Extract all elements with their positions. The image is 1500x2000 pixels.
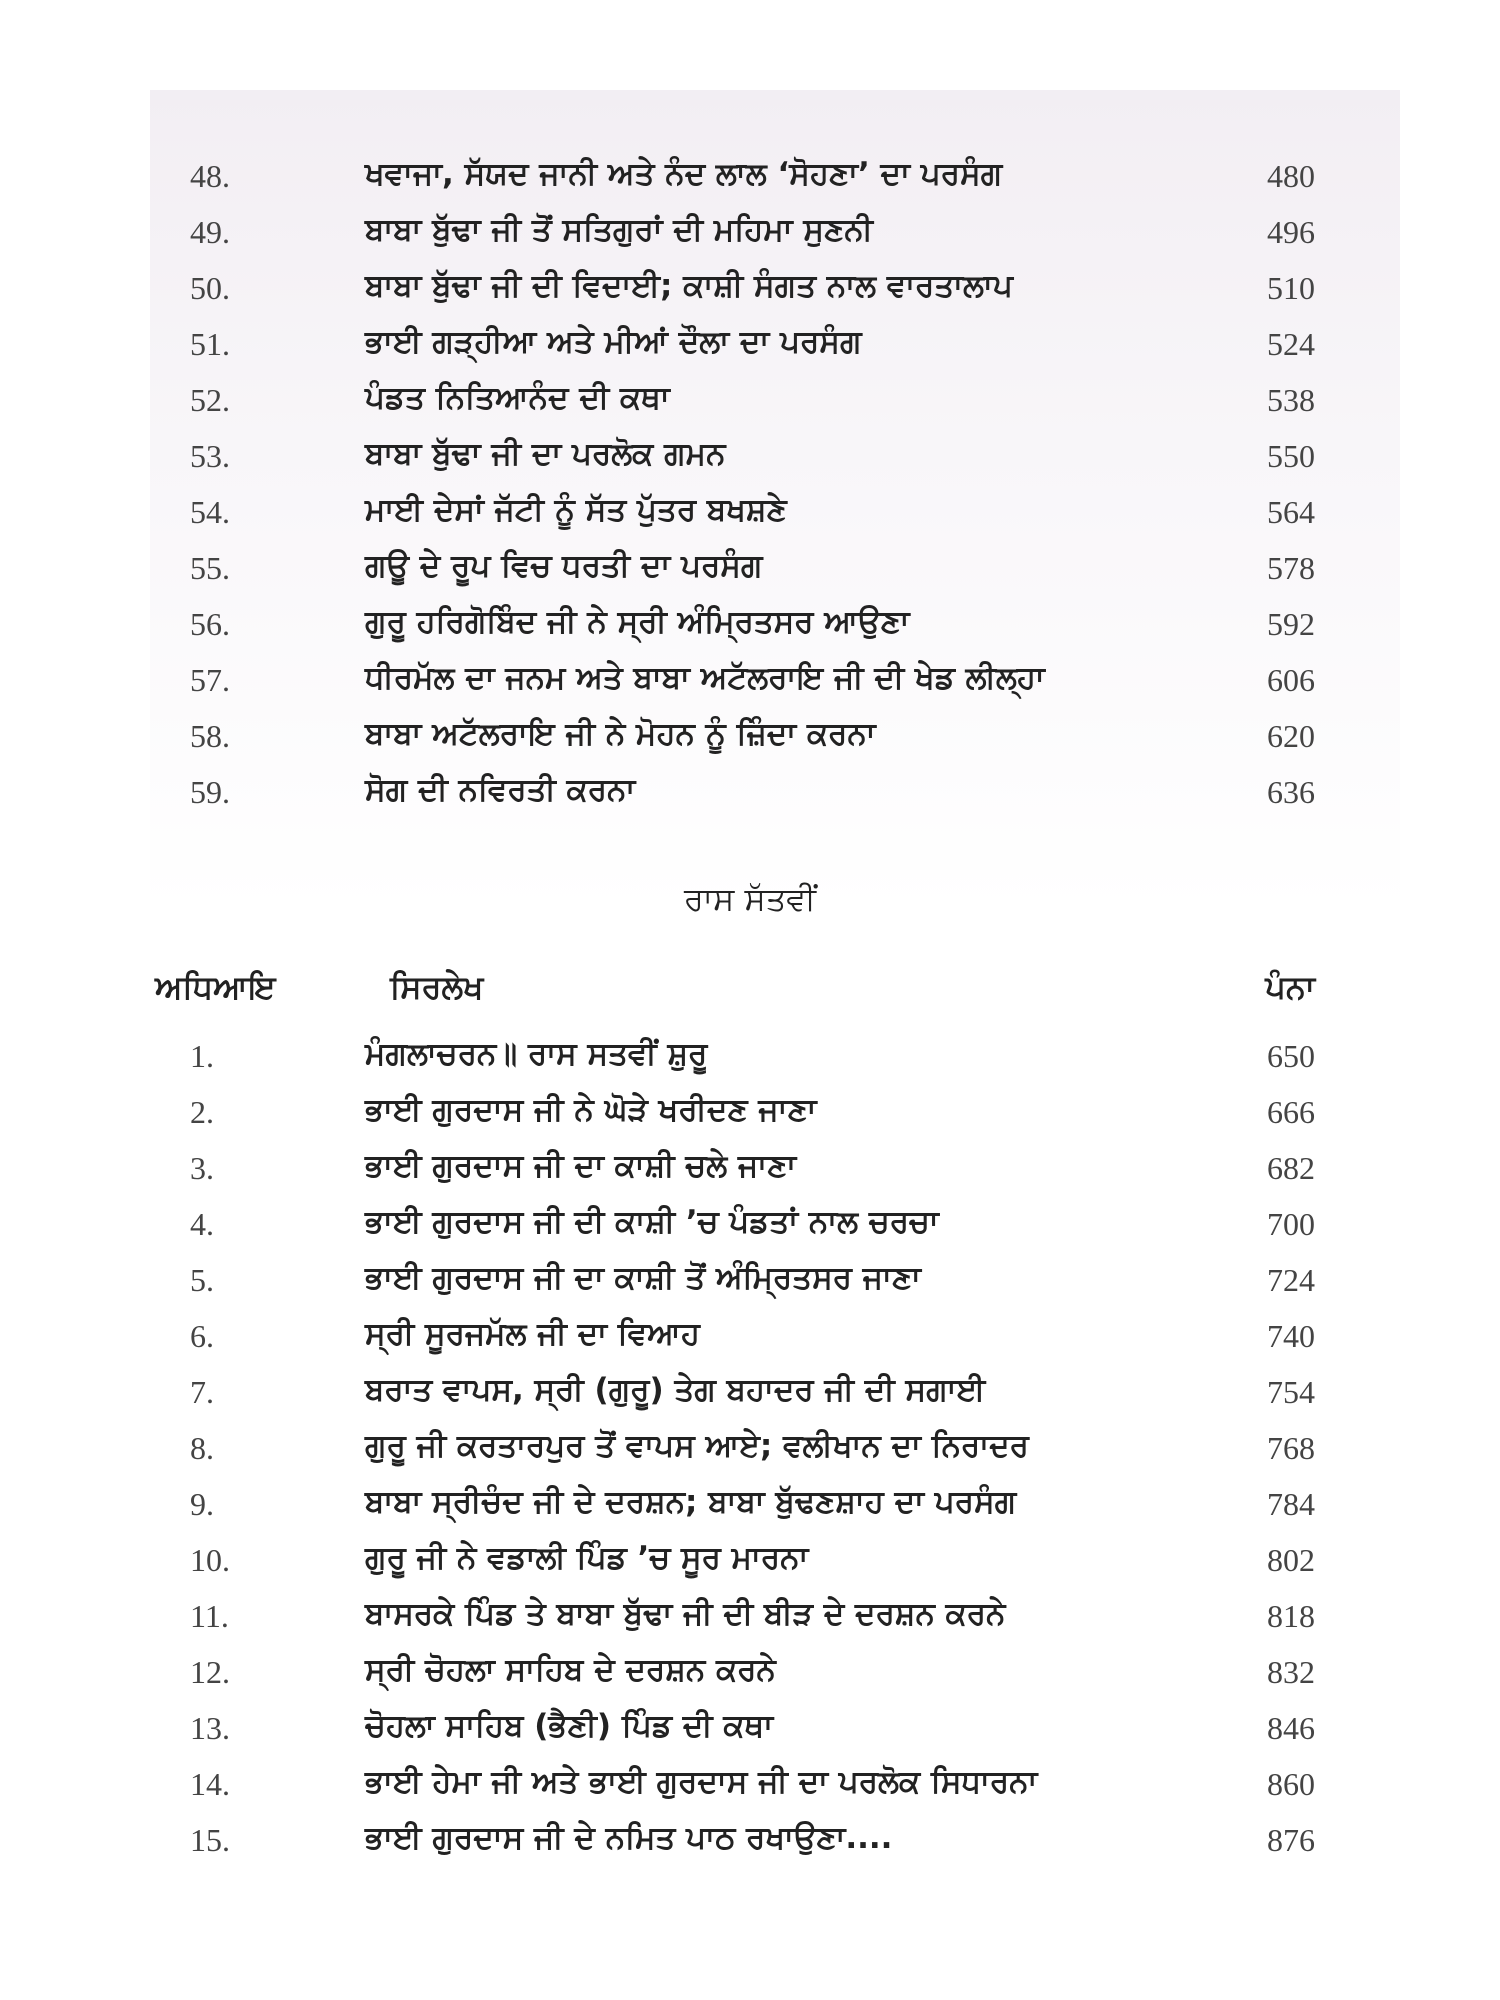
- chapter-number: 15.: [190, 1822, 230, 1858]
- toc-entry: [0, 1254, 1500, 1310]
- toc-entry: [0, 1310, 1500, 1366]
- page-number: 784: [1267, 1486, 1315, 1522]
- page-number: 832: [1267, 1654, 1315, 1690]
- chapter-number: 14.: [190, 1766, 230, 1802]
- toc-entry: [0, 1646, 1500, 1702]
- toc-entry: [0, 1142, 1500, 1198]
- chapter-title: ਸ੍ਰੀ ਸੂਰਜਮੱਲ ਜੀ ਦਾ ਵਿਆਹ: [365, 1316, 700, 1352]
- page-number: 578: [1267, 550, 1315, 586]
- toc-entry: [0, 598, 1500, 654]
- chapter-number: 54.: [190, 494, 230, 530]
- chapter-title: ਭਾਈ ਗੁਰਦਾਸ ਜੀ ਦਾ ਕਾਸ਼ੀ ਚਲੇ ਜਾਣਾ: [365, 1148, 797, 1184]
- chapter-title: ਸ੍ਰੀ ਚੋਹਲਾ ਸਾਹਿਬ ਦੇ ਦਰਸ਼ਨ ਕਰਨੇ: [365, 1652, 776, 1688]
- toc-entry: [0, 430, 1500, 486]
- toc-entry: [0, 1758, 1500, 1814]
- page-number: 876: [1267, 1822, 1315, 1858]
- page-number: 620: [1267, 718, 1315, 754]
- chapter-title: ਖਵਾਜਾ, ਸੱਯਦ ਜਾਨੀ ਅਤੇ ਨੰਦ ਲਾਲ ‘ਸੋਹਣਾ’ ਦਾ ਪਰਸੰਗ: [365, 156, 1003, 192]
- toc-entry: [0, 374, 1500, 430]
- chapter-title: ਬਰਾਤ ਵਾਪਸ, ਸ੍ਰੀ (ਗੁਰੂ) ਤੇਗ ਬਹਾਦਰ ਜੀ ਦੀ ਸਗਾਈ: [365, 1372, 986, 1408]
- chapter-number: 51.: [190, 326, 230, 362]
- chapter-number: 49.: [190, 214, 230, 250]
- chapter-number: 50.: [190, 270, 230, 306]
- chapter-number: 12.: [190, 1654, 230, 1690]
- chapter-title: ਬਾਬਾ ਬੁੱਢਾ ਜੀ ਦਾ ਪਰਲੋਕ ਗਮਨ: [365, 436, 726, 472]
- chapter-number: 55.: [190, 550, 230, 586]
- toc-entry: [0, 1086, 1500, 1142]
- page-number: 550: [1267, 438, 1315, 474]
- page-number: 666: [1267, 1094, 1315, 1130]
- chapter-number: 4.: [190, 1206, 214, 1242]
- toc-entry: [0, 262, 1500, 318]
- chapter-title: ਭਾਈ ਗੁਰਦਾਸ ਜੀ ਦਾ ਕਾਸ਼ੀ ਤੋਂ ਅੰਮ੍ਰਿਤਸਰ ਜਾਣਾ: [365, 1260, 921, 1296]
- page-number: 650: [1267, 1038, 1315, 1074]
- column-header-chapter: ਅਧਿਆਇ: [155, 968, 276, 1006]
- chapter-title: ਭਾਈ ਗੜ੍ਹੀਆ ਅਤੇ ਮੀਆਂ ਦੌਲਾ ਦਾ ਪਰਸੰਗ: [365, 324, 862, 360]
- chapter-title: ਬਾਬਾ ਬੁੱਢਾ ਜੀ ਦੀ ਵਿਦਾਈ; ਕਾਸ਼ੀ ਸੰਗਤ ਨਾਲ ਵਾਰਤਾਲਾਪ: [365, 268, 1013, 304]
- page-number: 592: [1267, 606, 1315, 642]
- page-number: 564: [1267, 494, 1315, 530]
- chapter-number: 1.: [190, 1038, 214, 1074]
- chapter-number: 5.: [190, 1262, 214, 1298]
- chapter-title: ਭਾਈ ਗੁਰਦਾਸ ਜੀ ਦੀ ਕਾਸ਼ੀ ’ਚ ਪੰਡਤਾਂ ਨਾਲ ਚਰਚਾ: [365, 1204, 939, 1240]
- page-number: 740: [1267, 1318, 1315, 1354]
- page-number: 754: [1267, 1374, 1315, 1410]
- toc-entry: [0, 150, 1500, 206]
- chapter-title: ਗਊ ਦੇ ਰੂਪ ਵਿਚ ਧਰਤੀ ਦਾ ਪਰਸੰਗ: [365, 548, 763, 584]
- chapter-number: 53.: [190, 438, 230, 474]
- chapter-title: ਪੰਡਤ ਨਿਤਿਆਨੰਦ ਦੀ ਕਥਾ: [365, 380, 670, 416]
- chapter-title: ਗੁਰੂ ਜੀ ਕਰਤਾਰਪੁਰ ਤੋਂ ਵਾਪਸ ਆਏ; ਵਲੀਖਾਨ ਦਾ ਨਿਰਾਦਰ: [365, 1428, 1029, 1464]
- chapter-number: 57.: [190, 662, 230, 698]
- toc-entry: [0, 1198, 1500, 1254]
- toc-entry: [0, 1590, 1500, 1646]
- page-number: 846: [1267, 1710, 1315, 1746]
- toc-entry: [0, 206, 1500, 262]
- chapter-number: 7.: [190, 1374, 214, 1410]
- chapter-number: 10.: [190, 1542, 230, 1578]
- toc-entry: [0, 1702, 1500, 1758]
- chapter-title: ਬਾਬਾ ਅਟੱਲਰਾਇ ਜੀ ਨੇ ਮੋਹਨ ਨੂੰ ਜ਼ਿੰਦਾ ਕਰਨਾ: [365, 716, 876, 752]
- toc-entry: [0, 1422, 1500, 1478]
- toc-entry: [0, 654, 1500, 710]
- page-number: 682: [1267, 1150, 1315, 1186]
- toc-entry: [0, 1534, 1500, 1590]
- page-number: 768: [1267, 1430, 1315, 1466]
- chapter-number: 3.: [190, 1150, 214, 1186]
- chapter-title: ਮੰਗਲਾਚਰਨ॥ ਰਾਸ ਸਤਵੀਂ ਸ਼ੁਰੂ: [365, 1036, 708, 1072]
- page-number: 538: [1267, 382, 1315, 418]
- chapter-title: ਧੀਰਮੱਲ ਦਾ ਜਨਮ ਅਤੇ ਬਾਬਾ ਅਟੱਲਰਾਇ ਜੀ ਦੀ ਖੇਡ ਲੀਲ੍ਹਾ: [365, 660, 1045, 696]
- section-title: ਰਾਸ ਸੱਤਵੀਂ: [684, 880, 816, 918]
- page-number: 524: [1267, 326, 1315, 362]
- chapter-number: 48.: [190, 158, 230, 194]
- toc-entry: [0, 710, 1500, 766]
- page-number: 818: [1267, 1598, 1315, 1634]
- chapter-title: ਬਾਬਾ ਸ੍ਰੀਚੰਦ ਜੀ ਦੇ ਦਰਸ਼ਨ; ਬਾਬਾ ਬੁੱਢਣਸ਼ਾਹ ਦਾ ਪਰਸੰਗ: [365, 1484, 1017, 1520]
- toc-entry: [0, 1366, 1500, 1422]
- chapter-title: ਬਾਸਰਕੇ ਪਿੰਡ ਤੇ ਬਾਬਾ ਬੁੱਢਾ ਜੀ ਦੀ ਬੀੜ ਦੇ ਦਰਸ਼ਨ ਕਰਨੇ: [365, 1596, 1006, 1632]
- column-header-heading: ਸਿਰਲੇਖ: [390, 968, 484, 1006]
- chapter-number: 59.: [190, 774, 230, 810]
- chapter-number: 13.: [190, 1710, 230, 1746]
- chapter-title: ਗੁਰੂ ਜੀ ਨੇ ਵਡਾਲੀ ਪਿੰਡ ’ਚ ਸੂਰ ਮਾਰਨਾ: [365, 1540, 809, 1576]
- chapter-number: 56.: [190, 606, 230, 642]
- page-number: 606: [1267, 662, 1315, 698]
- column-header-page: ਪੰਨਾ: [1265, 968, 1315, 1006]
- chapter-title: ਗੁਰੂ ਹਰਿਗੋਬਿੰਦ ਜੀ ਨੇ ਸ੍ਰੀ ਅੰਮ੍ਰਿਤਸਰ ਆਉਣਾ: [365, 604, 910, 640]
- page-number: 802: [1267, 1542, 1315, 1578]
- chapter-title: ਭਾਈ ਗੁਰਦਾਸ ਜੀ ਨੇ ਘੋੜੇ ਖਰੀਦਣ ਜਾਣਾ: [365, 1092, 817, 1128]
- chapter-number: 11.: [190, 1598, 229, 1634]
- page-number: 510: [1267, 270, 1315, 306]
- toc-entry: [0, 486, 1500, 542]
- chapter-number: 9.: [190, 1486, 214, 1522]
- chapter-number: 8.: [190, 1430, 214, 1466]
- chapter-title: ਚੋਹਲਾ ਸਾਹਿਬ (ਭੈਣੀ) ਪਿੰਡ ਦੀ ਕਥਾ: [365, 1708, 774, 1744]
- chapter-title: ਸੋਗ ਦੀ ਨਵਿਰਤੀ ਕਰਨਾ: [365, 772, 636, 808]
- page-number: 700: [1267, 1206, 1315, 1242]
- toc-entry: [0, 318, 1500, 374]
- chapter-title: ਭਾਈ ਗੁਰਦਾਸ ਜੀ ਦੇ ਨਮਿਤ ਪਾਠ ਰਖਾਉਣਾ....: [365, 1820, 893, 1856]
- toc-entry: [0, 1030, 1500, 1086]
- toc-entry: [0, 542, 1500, 598]
- chapter-number: 58.: [190, 718, 230, 754]
- chapter-number: 52.: [190, 382, 230, 418]
- chapter-title: ਮਾਈ ਦੇਸਾਂ ਜੱਟੀ ਨੂੰ ਸੱਤ ਪੁੱਤਰ ਬਖਸ਼ਣੇ: [365, 492, 787, 528]
- page-number: 636: [1267, 774, 1315, 810]
- chapter-title: ਬਾਬਾ ਬੁੱਢਾ ਜੀ ਤੋਂ ਸਤਿਗੁਰਾਂ ਦੀ ਮਹਿਮਾ ਸੁਣਨੀ: [365, 212, 873, 248]
- chapter-title: ਭਾਈ ਹੇਮਾ ਜੀ ਅਤੇ ਭਾਈ ਗੁਰਦਾਸ ਜੀ ਦਾ ਪਰਲੋਕ ਸਿਧਾਰਨਾ: [365, 1764, 1038, 1800]
- chapter-number: 2.: [190, 1094, 214, 1130]
- toc-entry: [0, 1478, 1500, 1534]
- toc-entry: [0, 766, 1500, 822]
- toc-entry: [0, 1814, 1500, 1870]
- page-number: 724: [1267, 1262, 1315, 1298]
- page-number: 496: [1267, 214, 1315, 250]
- chapter-number: 6.: [190, 1318, 214, 1354]
- page-number: 860: [1267, 1766, 1315, 1802]
- page-number: 480: [1267, 158, 1315, 194]
